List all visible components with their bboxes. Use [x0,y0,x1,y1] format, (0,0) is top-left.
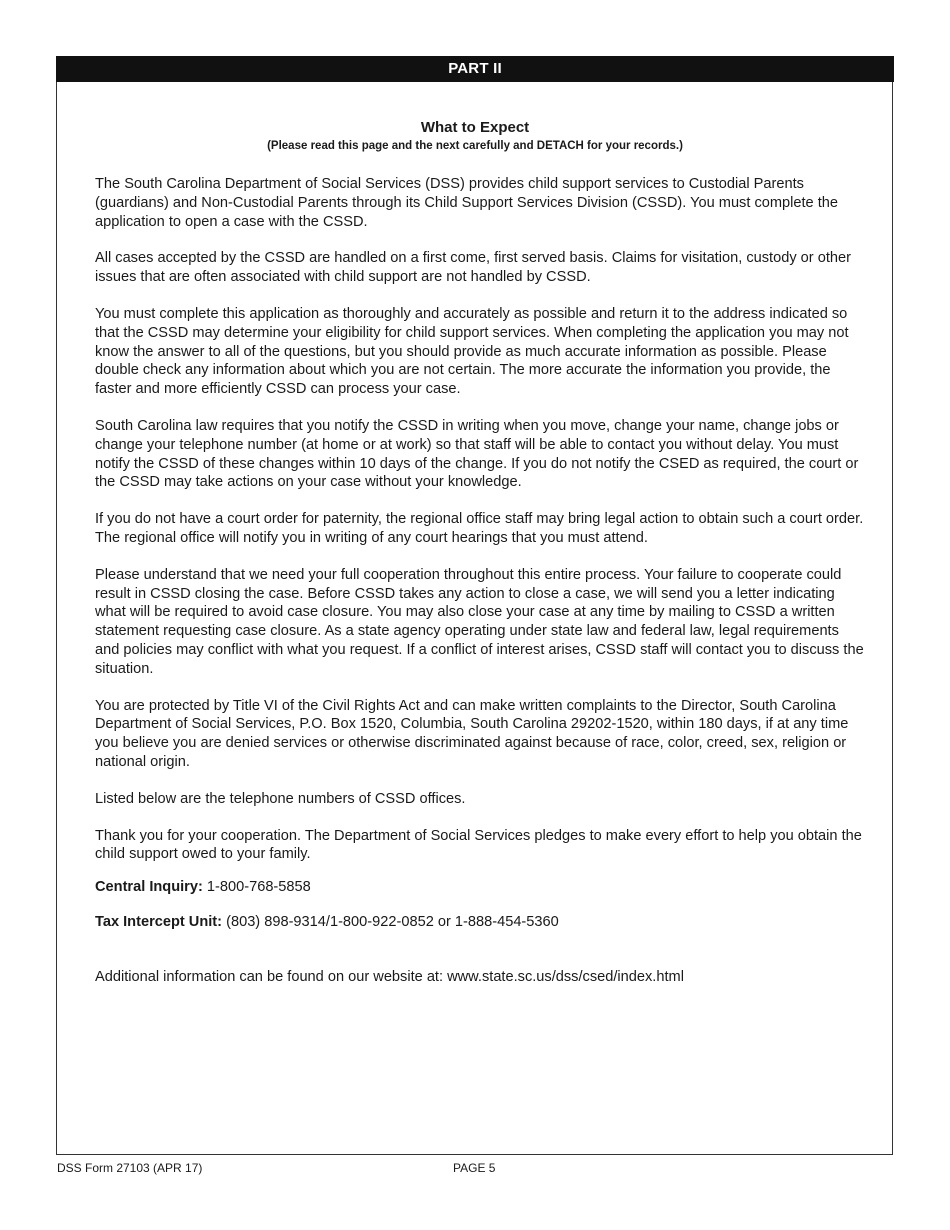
paragraph-cooperation: Please understand that we need your full cooperation throughout this entire process. Your failure to cooperate could result in CSSD closing the case. Before CSSD takes any action to close a case, we will send you a letter indicating what will be required to avoid case closure. You may also close your case at any time by mailing to CSSD a written statement requesting case closure. As a state agency operating under state law and federal law, legal requirements and policies may conflict with what you request. If a conflict of interest arises, CSSD staff will contact you to discuss the situation. [95,566,864,677]
paragraph-phone-intro: Listed below are the telephone numbers of CSSD offices. [95,790,466,807]
page-subtitle: (Please read this page and the next carefully and DETACH for your records.) [267,140,683,152]
part-header-bar: PART II [56,56,894,82]
page-number: PAGE 5 [453,1161,496,1175]
contact-value: 1-800-768-5858 [202,879,311,896]
paragraph-thank-you: Thank you for your cooperation. The Department of Social Services pledges to make every effort to help you obtain the child support owed to your family. [95,827,862,863]
website-info: Additional information can be found on our website at: www.state.sc.us/dss/csed/index.html [95,968,684,985]
paragraph-intro: The South Carolina Department of Social Services (DSS) provides child support services to Custodial Parents (guardians) and Non-Custodial Parents through its Child Support Services Division (CSSD). You must complete the application to open a case with the CSSD. [95,176,839,230]
paragraph-first-come: All cases accepted by the CSSD are handled on a first come, first served basis. Claims for visitation, custody or other issues that are often associated with child support are not handled by CSSD. [95,250,851,286]
contact-label: Central Inquiry: [95,879,203,896]
paragraph-civil-rights: You are protected by Title VI of the Civil Rights Act and can make written complaints to the Director, South Carolina Department of Social Services, P.O. Box 1520, Columbia, South Carolina 29202-1520, within 180 days, if at any time you believe you are denied services or otherwise discriminated against because of race, color, creed, sex, religion or national origin. [95,697,849,770]
page-title: What to Expect [420,119,530,136]
contact-value: (803) 898-9314/1-800-922-0852 or 1-888-454-5360 [222,913,559,930]
contact-central-inquiry [95,878,865,897]
paragraph-complete-application: You must complete this application as thoroughly and accurately as possible and return it to the address indicated so that the CSSD may determine your eligibility for child support services. When completing the application you may not know the answer to all of the questions, but you should provide as much accurate information as possible. Please double check any information about which you are not certain. The more accurate the information you provide, the faster and more efficiently CSSD can process your case. [95,305,849,398]
paragraph-notify-changes: South Carolina law requires that you notify the CSSD in writing when you move, change your name, change jobs or change your telephone number (at home or at work) so that staff will be able to contact you without delay. You must notify the CSSD of these changes within 10 days of the change. If you do not notify the CSED as required, the court or the CSSD may take actions on your case without your knowledge. [95,417,859,491]
contact-tax-intercept [95,913,865,932]
form-id: DSS Form 27103 (APR 17) [57,1161,203,1175]
contact-label: Tax Intercept Unit: [95,913,223,930]
body-content [95,175,865,987]
paragraph-paternity: If you do not have a court order for paternity, the regional office staff may bring legal action to obtain such a court order. The regional office will notify you in writing of any court hearings that you must attend. [95,511,864,546]
